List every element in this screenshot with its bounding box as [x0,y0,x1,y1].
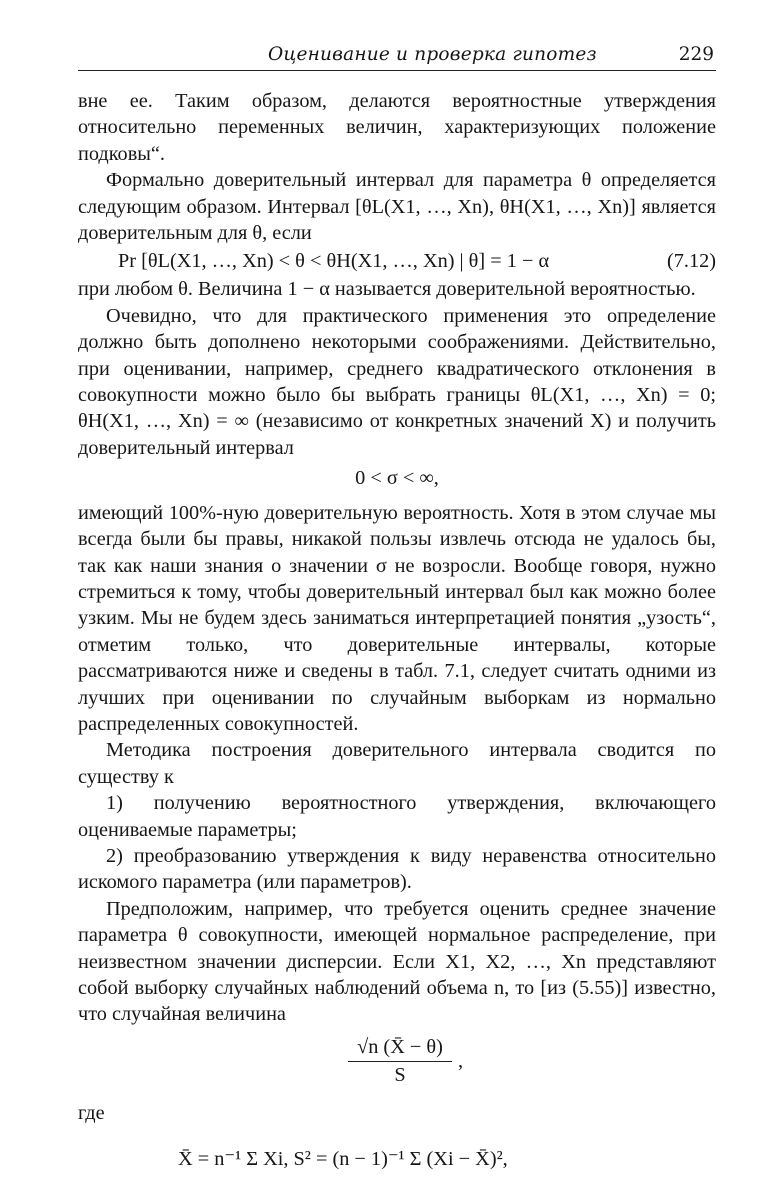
paragraph-3 [78,276,716,302]
running-header [78,44,716,71]
where-label [78,1100,716,1126]
list-item-1 [78,790,716,843]
equation-sigma-interval-text: 0 < σ < ∞, [355,467,439,490]
equation-7-12-expression: Pr [θL(X1, …, Xn) < θ < θH(X1, …, Xn) | θ] = 1 − α [118,250,550,273]
page-number: 229 [678,44,714,65]
mean-variance-formula [78,1136,716,1196]
paragraph-7-text: Предположим, например, что требуется оценить среднее значение параметра θ совокупности, имеющей нормальное распределение, при неизвестном значении дисперсии. Если X1, X2, …, Xn представляют собой выборку случайных наблюдений объема n, то [из (5.55)] известно, что случайная величина [78,897,716,1026]
paragraph-3-text: при любом θ. Величина 1 − α называется доверительной вероятностью. [78,278,696,301]
equation-7-12-number: (7.12) [667,250,716,273]
where-label-text: где [78,1101,105,1124]
mean-variance-expression: X̄ = n⁻¹ Σ Xi, S² = (n − 1)⁻¹ Σ (Xi − X̄)², [178,1148,508,1171]
fraction-comma: , [458,1049,464,1072]
list-item-2-text: 2) преобразованию утверждения к виду неравенства относительно искомого параметра (или параметров). [78,844,716,894]
paragraph-5-text: имеющий 100%-ную доверительную вероятность. Хотя в этом случае мы всегда были бы правы, никакой пользы извлечь отсюда не удалось бы, так как наши знания о значении σ не возросли. Вообще говоря, нужно стремиться к тому, чтобы доверительный интервал был как можно более узким. Мы не будем здесь заниматься интерпретацией понятия „узость“, отметим только, что доверительные интервалы, которые рассматриваются ниже и сведены в табл. 7.1, следует считать одними из лучших при оценивании по случайным выборкам из нормально распределенных совокупностей. [78,501,716,735]
paragraph-4-text: Очевидно, что для практического применения это определение должно быть дополнено некоторыми соображениями. Действительно, при оценивании, например, среднего квадратического отклонения в совокупности можно было бы выбрать границы θL(X1, …, Xn) = 0; θH(X1, …, Xn) = ∞ (независимо от конкретных значений X) и получить доверительный интервал [78,304,716,459]
t-statistic-formula [78,1030,716,1100]
paragraph-1 [78,88,716,167]
paragraph-2 [78,167,716,246]
fraction-numerator: √n (X̄ − θ) [348,1034,452,1062]
paragraph-5 [78,500,716,738]
equation-sigma-interval [78,465,716,491]
running-header-title: Оценивание и проверка гипотез [268,44,597,65]
list-item-2 [78,843,716,896]
paragraph-1-text: вне ее. Таким образом, делаются вероятностные утверждения относительно переменных величин, характеризующих положение подковы“. [78,90,716,165]
paragraph-2-text: Формально доверительный интервал для параметра θ определяется следующим образом. Интервал [θL(X1, …, Xn), θH(X1, …, Xn)] является доверительным для θ, если [78,169,716,245]
list-item-1-text: 1) получению вероятностного утверждения, включающего оцениваемые параметры; [78,792,716,841]
paragraph-6 [78,737,716,790]
fraction-denominator: S [394,1064,406,1087]
paragraph-7 [78,896,716,1028]
fraction [348,1034,452,1089]
paragraph-6-text: Методика построения доверительного интервала сводится по существу к [78,739,716,788]
paragraph-4 [78,303,716,461]
page-body [78,88,716,1196]
equation-7-12 [78,246,716,276]
